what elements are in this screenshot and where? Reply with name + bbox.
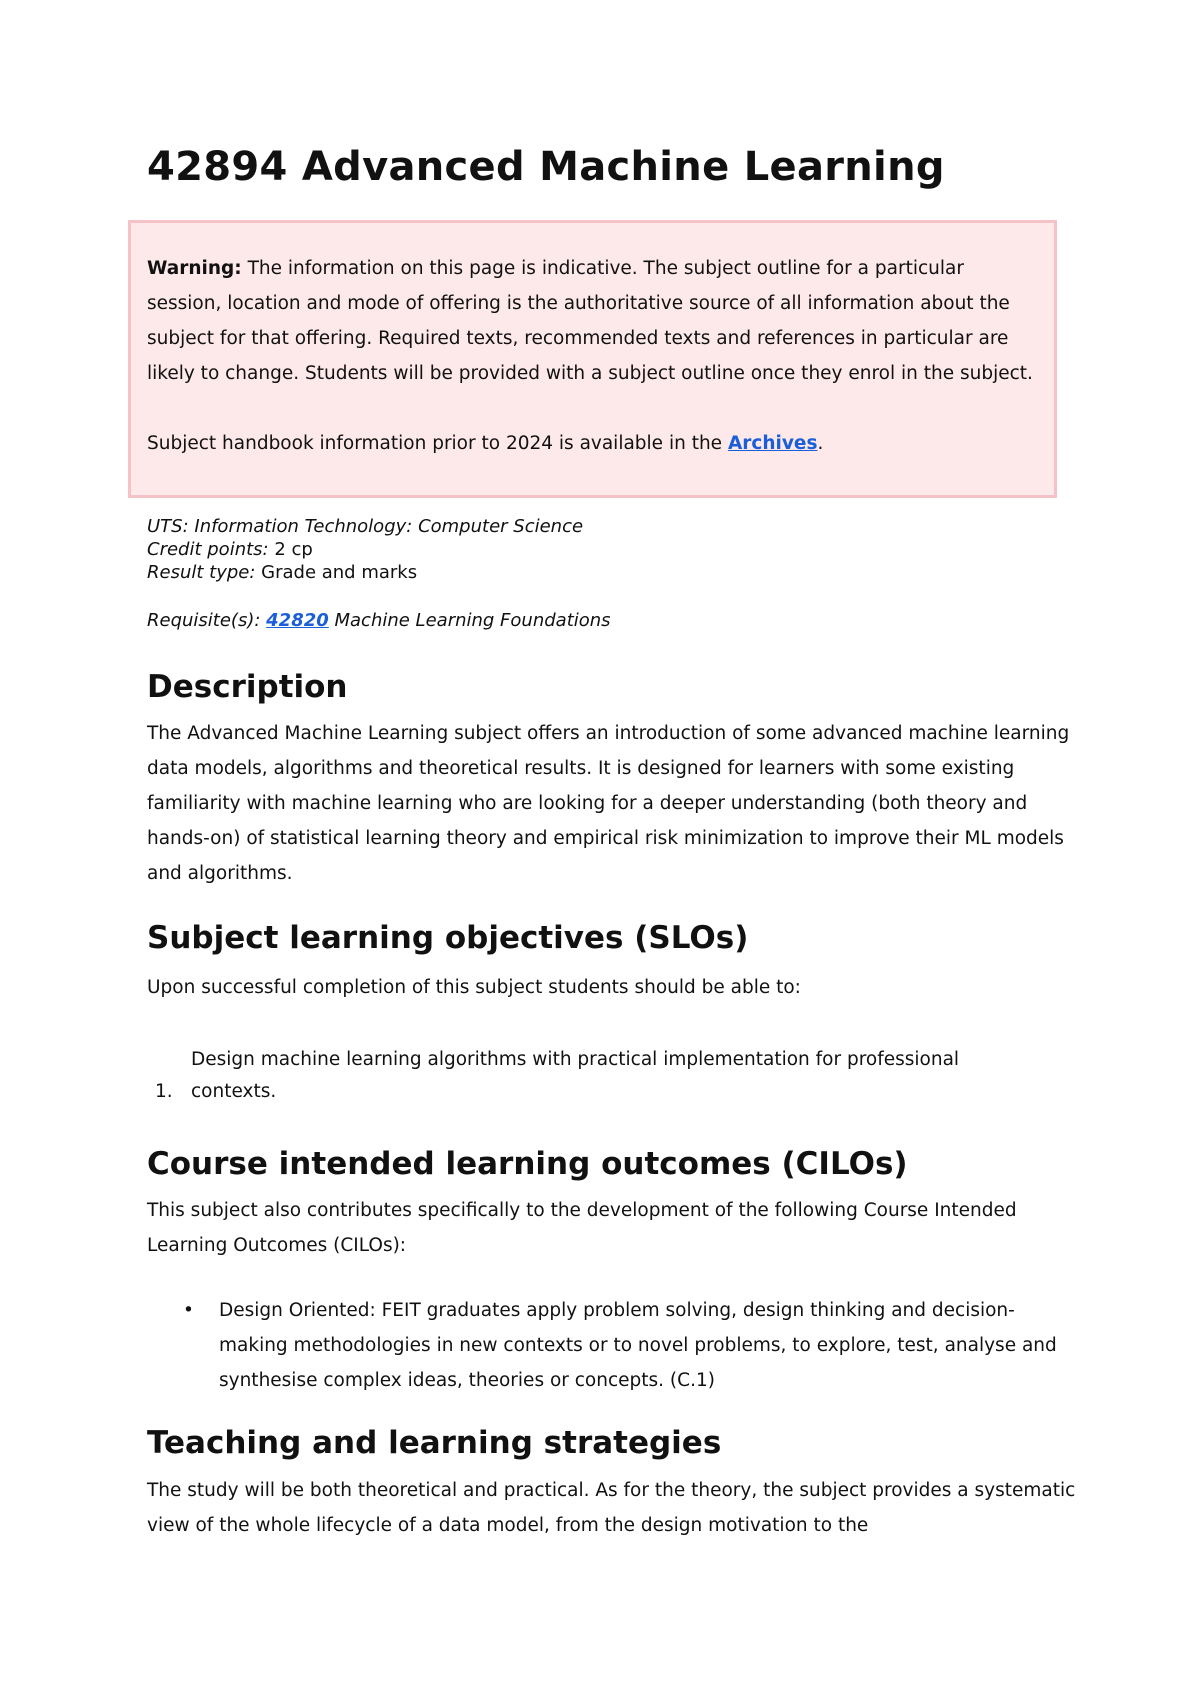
- archives-link[interactable]: Archives: [727, 433, 818, 454]
- list-item-text: Design Oriented: FEIT graduates apply problem solving, design thinking and decision-making methodologies in new contexts or to novel problems, to explore, test, analyse and synthesise complex ideas, theories or concepts. (C.1): [219, 1300, 1057, 1391]
- cilos-heading: Course intended learning outcomes (CILOs): [147, 1146, 908, 1182]
- credit-points-line: Credit points: 2 cp: [147, 539, 313, 560]
- cilos-list: [147, 1293, 1077, 1398]
- requisites-line: Requisite(s): 42820 Machine Learning Foundations: [147, 610, 611, 631]
- teaching-heading: Teaching and learning strategies: [147, 1425, 722, 1461]
- faculty-line: UTS: Information Technology: Computer Science: [147, 516, 584, 537]
- warning-box: [128, 220, 1057, 498]
- teaching-text: The study will be both theoretical and practical. As for the theory, the subject provides a systematic view of the whole lifecycle of a data model, from the design motivation to the: [147, 1480, 1076, 1536]
- list-item-text: Design machine learning algorithms with practical implementation for professional contexts.: [191, 1049, 960, 1102]
- list-item-number: 1.: [155, 1081, 173, 1102]
- slos-list: [147, 1044, 1077, 1108]
- description-text: The Advanced Machine Learning subject offers an introduction of some advanced machine learning data models, algorithms and theoretical results. It is designed for learners with some existing familiarity with machine learning who are looking for a deeper understanding (both theory and hands-on) of statistical learning theory and empirical risk minimization to improve their ML models and algorithms.: [147, 723, 1070, 884]
- warning-text: Warning: The information on this page is indicative. The subject outline for a particular session, location and mode of offering is the authoritative source of all information about the subject for that offering. Required texts, recommended texts and references in particular are likely to change. Students will be provided with a subject outline once they enrol in the subject.: [147, 258, 1033, 384]
- list-item: [147, 1293, 1077, 1398]
- description-heading: Description: [147, 669, 348, 705]
- page-title: 42894 Advanced Machine Learning: [147, 144, 945, 190]
- bullet-icon: •: [183, 1300, 194, 1321]
- result-type-line: Result type: Grade and marks: [147, 562, 418, 583]
- cilos-intro: This subject also contributes specifically to the development of the following Course Intended Learning Outcomes (CILOs):: [147, 1200, 1017, 1256]
- subject-meta: [147, 515, 583, 584]
- list-item: [147, 1044, 1021, 1108]
- requisite-code-link[interactable]: 42820: [266, 610, 329, 631]
- archives-note: Subject handbook information prior to 2024 is available in the Archives.: [147, 433, 824, 454]
- slos-intro: Upon successful completion of this subject students should be able to:: [147, 977, 801, 998]
- slos-heading: Subject learning objectives (SLOs): [147, 920, 749, 956]
- warning-label: Warning:: [147, 258, 242, 279]
